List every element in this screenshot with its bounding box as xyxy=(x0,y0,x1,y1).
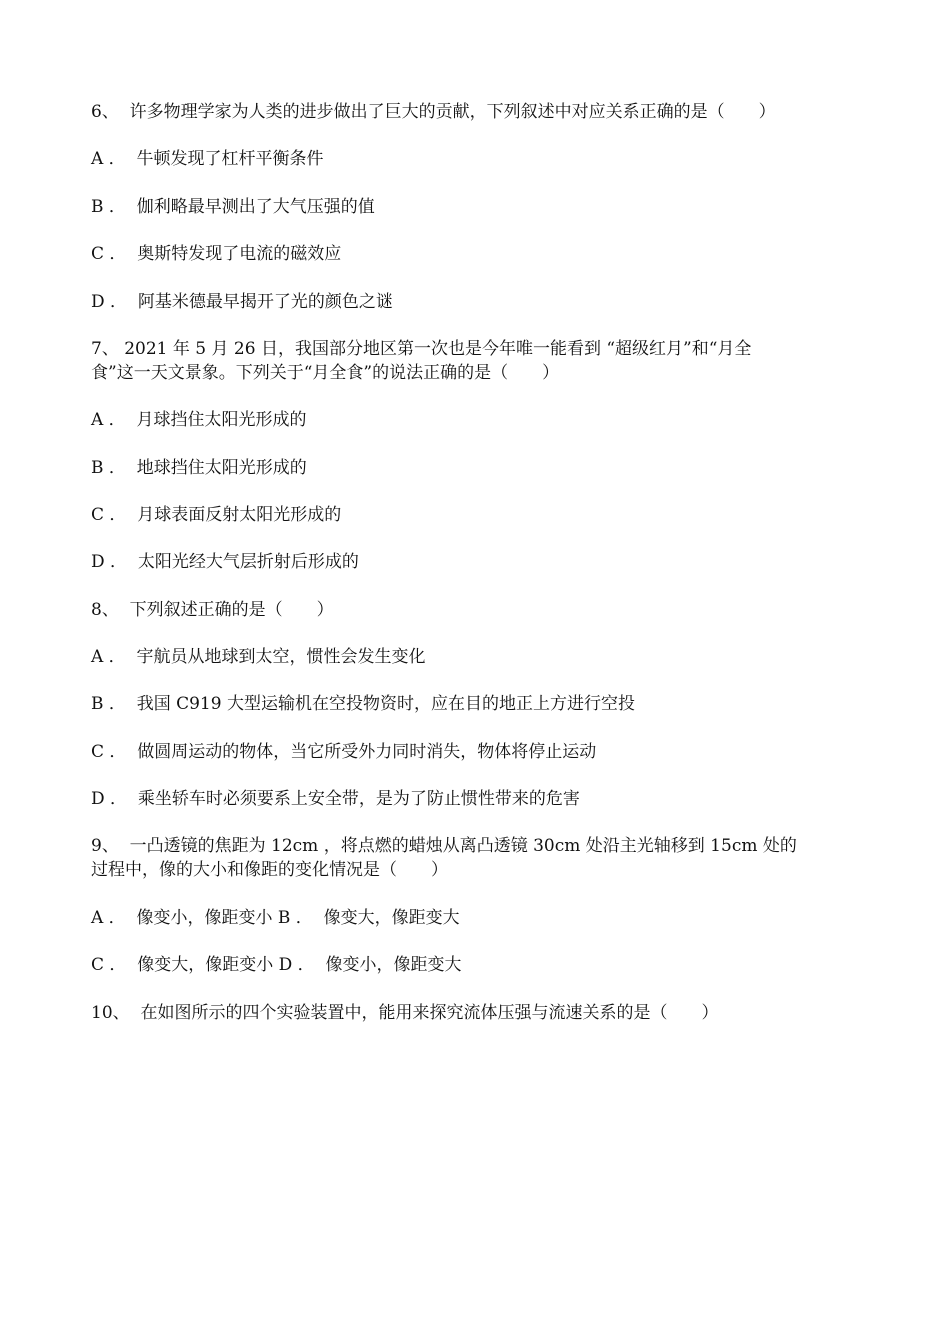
question-8-option-b: B ． 我国 C919 大型运输机在空投物资时，应在目的地正上方进行空投 xyxy=(91,694,635,714)
question-7-option-a: A ． 月球挡住太阳光形成的 xyxy=(91,410,307,430)
question-7-option-d: D ． 太阳光经大气层折射后形成的 xyxy=(91,552,359,572)
question-10-stem: 10、 在如图所示的四个实验装置中，能用来探究流体压强与流速关系的是（ ） xyxy=(91,1003,719,1023)
question-9-stem-line2: 过程中，像的大小和像距的变化情况是（ ） xyxy=(91,860,448,880)
question-8-stem: 8、 下列叙述正确的是（ ） xyxy=(91,600,334,620)
question-6-option-c: C ． 奥斯特发现了电流的磁效应 xyxy=(91,244,342,264)
question-7-option-b: B ． 地球挡住太阳光形成的 xyxy=(91,458,307,478)
question-9-stem-line1: 9、 一凸透镜的焦距为 12cm ，将点燃的蜡烛从离凸透镜 30cm 处沿主光轴移到 15cm 处的 xyxy=(91,836,797,856)
question-7-stem-line2: 食”这一天文景象。下列关于“月全食”的说法正确的是（ ） xyxy=(91,363,560,383)
question-9-options-ab: A ． 像变小，像距变小 B ． 像变大，像距变大 xyxy=(91,908,460,928)
question-9-options-cd: C ． 像变大，像距变小 D ． 像变小，像距变大 xyxy=(91,955,462,975)
question-6-option-d: D ． 阿基米德最早揭开了光的颜色之谜 xyxy=(91,292,393,312)
question-8-option-d: D ． 乘坐轿车时必须要系上安全带，是为了防止惯性带来的危害 xyxy=(91,789,580,809)
question-7-option-c: C ． 月球表面反射太阳光形成的 xyxy=(91,505,342,525)
question-6-option-b: B ． 伽利略最早测出了大气压强的值 xyxy=(91,197,375,217)
question-6-stem: 6、 许多物理学家为人类的进步做出了巨大的贡献，下列叙述中对应关系正确的是（ ） xyxy=(91,102,776,122)
question-8-option-c: C ． 做圆周运动的物体，当它所受外力同时消失，物体将停止运动 xyxy=(91,742,597,762)
question-8-option-a: A ． 宇航员从地球到太空，惯性会发生变化 xyxy=(91,647,426,667)
question-6-option-a: A ． 牛顿发现了杠杆平衡条件 xyxy=(91,149,324,169)
question-7-stem-line1: 7、 2021 年 5 月 26 日，我国部分地区第一次也是今年唯一能看到 “超级红月”和“月全 xyxy=(91,339,752,359)
